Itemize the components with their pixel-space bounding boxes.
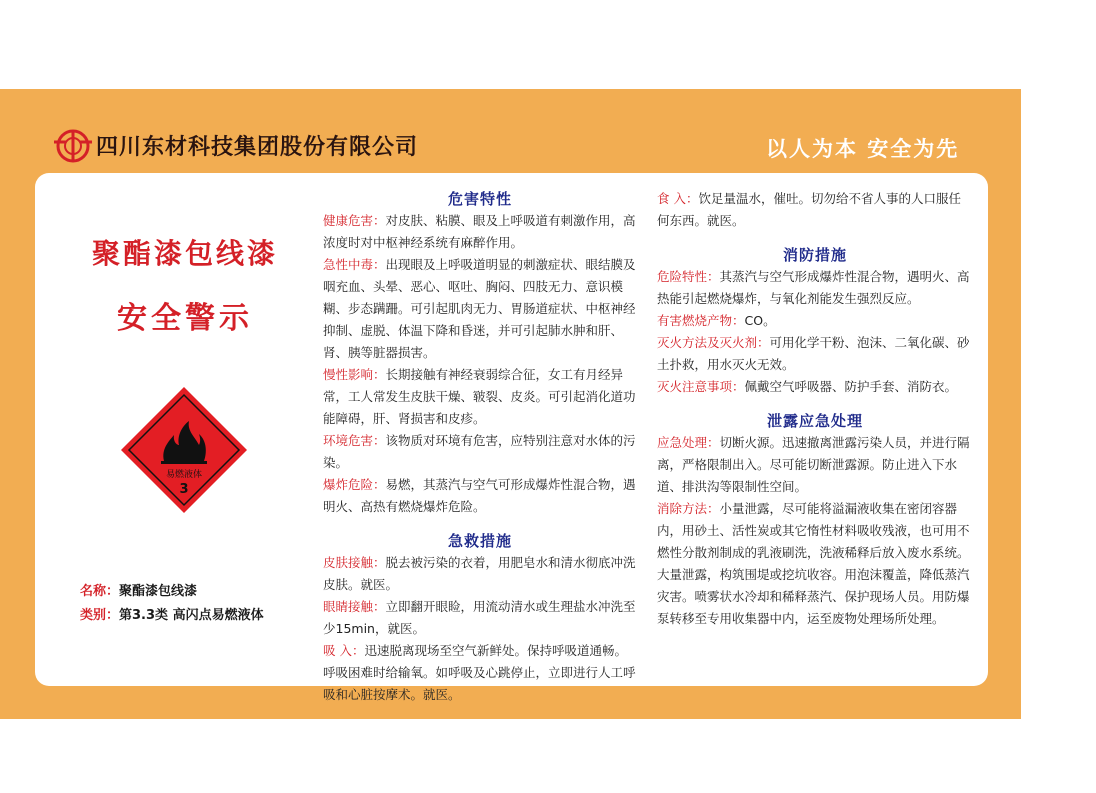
fire-item: 灭火注意事项：佩戴空气呼吸器、防护手套、消防衣。 [657,379,958,394]
hazard-item: 爆炸危险：易燃，其蒸汽与空气可形成爆炸性混合物，遇明火、高热有燃烧爆炸危险。 [323,477,636,514]
product-name-value: 聚酯漆包线漆 [119,584,198,599]
fire-heading: 消防措施 [782,246,847,264]
middle-column [323,188,637,706]
fire-item: 灭火方法及灭火剂：可用化学干粉、泡沫、二氧化碳、砂土扑救，用水灭火无效。 [657,335,970,372]
first-aid-item: 眼睛接触：立即翻开眼睑，用流动清水或生理盐水冲洗至少15min，就医。 [323,599,636,636]
first-aid-item: 食 入：饮足量温水，催吐。切勿给不省人事的人口服任何东西。就医。 [657,191,961,228]
first-aid-heading: 急救措施 [447,532,512,550]
product-title: 聚酯漆包线漆 [91,237,278,270]
hazard-class-number: 3 [179,482,189,497]
company-name: 四川东材科技集团股份有限公司 [96,135,419,160]
fire-item: 危险特性：其蒸汽与空气形成爆炸性混合物，遇明火、高热能引起燃烧爆炸，与氧化剂能发生强烈反应。 [657,269,970,306]
hazards-heading: 危害特性 [447,190,512,208]
spill-item: 应急处理：切断火源。迅速撤离泄露污染人员，并进行隔离，严格限制出入。尽可能切断泄露源。防止进入下水道、排洪沟等限制性空间。 [657,435,970,494]
spill-heading: 泄露应急处理 [766,412,863,430]
warning-title: 安全警示 [117,301,253,336]
product-category-key: 类别： [80,608,120,623]
fire-item: 有害燃烧产物：CO。 [657,313,776,328]
flammable-liquid-hazard-sign [119,385,249,515]
product-category-row [80,604,264,623]
first-aid-item: 吸 入：迅速脱离现场至空气新鲜处。保持呼吸道通畅。呼吸困难时给输氧。如呼吸及心跳停止，立即进行人工呼吸和心脏按摩术。就医。 [323,643,636,702]
company-logo-icon [52,128,94,164]
hazard-item: 健康危害：对皮肤、粘膜、眼及上呼吸道有刺激作用，高浓度时对中枢神经系统有麻醉作用。 [323,213,636,250]
first-aid-item: 皮肤接触：脱去被污染的衣着，用肥皂水和清水彻底冲洗皮肤。就医。 [323,555,636,592]
hazard-item: 急性中毒：出现眼及上呼吸道明显的刺激症状、眼结膜及咽充血、头晕、恶心、呕吐、胸闷、四肢无力、意识模糊、步态蹒跚。可引起肌肉无力、胃肠道症状、中枢神经抑制、虚脱、体温下降和昏迷，并可引起肺水肿和肝、肾、胰等脏器损害。 [323,257,636,360]
right-column [657,188,973,630]
product-name-key: 名称： [80,584,120,599]
hazard-item: 环境危害：该物质对环境有危害，应特别注意对水体的污染。 [323,433,636,470]
spill-item: 消除方法：小量泄露，尽可能将溢漏液收集在密闭容器内，用砂土、活性炭或其它惰性材料吸收残液，也可用不燃性分散剂制成的乳液刷洗，洗液稀释后放入废水系统。大量泄露，构筑围堤或挖坑收容。用泡沫覆盖，降低蒸汽灾害。喷雾状水冷却和稀释蒸汽、保护现场人员。用防爆泵转移至专用收集器中内，运至废物处理场所处理。 [657,501,970,626]
hazard-item: 慢性影响：长期接触有神经衰弱综合征，女工有月经异常，工人常发生皮肤干燥、皲裂、皮炎。可引起消化道功能障碍，肝、肾损害和皮疹。 [323,367,636,426]
safety-slogan: 以人为本 安全为先 [766,137,960,161]
hazard-diamond-icon [119,385,249,515]
product-category-value: 第3.3类 高闪点易燃液体 [119,608,264,623]
product-name-row [80,580,197,599]
hazard-label: 易燃液体 [165,470,203,480]
